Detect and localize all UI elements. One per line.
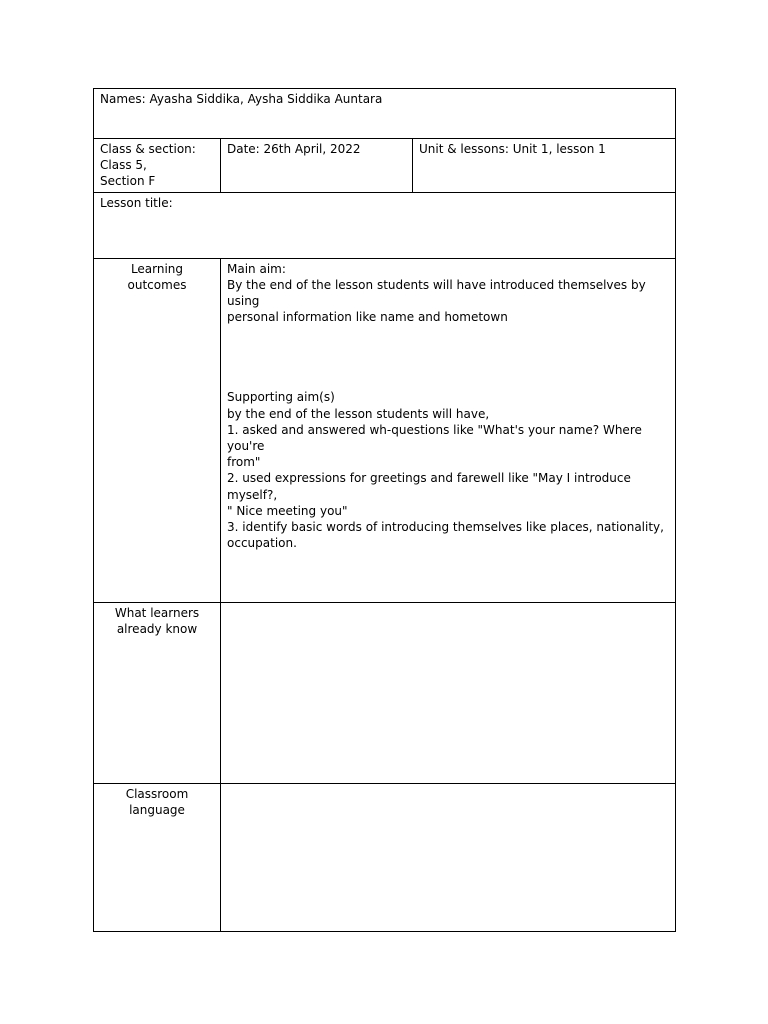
spacer [227,325,669,389]
supporting-item-2-line-1: 2. used expressions for greetings and farewell like "May I introduce myself?, [227,471,631,502]
section-value: Section F [100,174,156,189]
class-row [94,139,676,193]
classroom-language-label-line-2: language [129,802,185,817]
names-text: Names: Ayasha Siddika, Aysha Siddika Auntara [100,92,383,106]
supporting-item-2-line-2: " Nice meeting you" [227,503,348,518]
supporting-item-3-line-2: occupation. [227,536,297,551]
learning-outcomes-content-cell [221,258,676,602]
class-section-label: Class & section: [100,142,196,156]
supporting-item-3-line-1: 3. identify basic words of introducing themselves like places, nationality, [227,520,664,535]
unit-lessons-text: Unit & lessons: Unit 1, lesson 1 [419,142,606,156]
supporting-aim-label: Supporting aim(s) [227,390,335,405]
supporting-aim-intro: by the end of the lesson students will have, [227,406,490,421]
class-section-cell [94,139,221,193]
names-cell [94,89,676,139]
learning-outcomes-label-cell [94,258,221,602]
learning-outcomes-label: Learning outcomes [127,261,187,292]
classroom-language-label-cell [94,783,221,931]
main-aim-line-1: By the end of the lesson students will have introduced themselves by using [227,277,646,309]
unit-lessons-cell [413,139,676,193]
lesson-title-cell [94,192,676,258]
prior-knowledge-label-cell [94,602,221,783]
classroom-language-label-line-1: Classroom [125,786,189,801]
date-cell [221,139,413,193]
prior-knowledge-row [94,602,676,783]
classroom-language-content-cell [221,783,676,931]
main-aim-label: Main aim: [227,261,286,276]
lesson-plan-table [93,88,676,932]
learning-outcomes-row [94,258,676,602]
lesson-title-row [94,192,676,258]
lesson-title-label: Lesson title: [100,195,173,210]
prior-knowledge-content-cell [221,602,676,783]
date-text: Date: 26th April, 2022 [227,142,361,156]
prior-knowledge-label-line-1: What learners [114,605,200,620]
prior-knowledge-label-line-2: already know [116,621,198,636]
names-row [94,89,676,139]
class-value: Class 5, [100,158,147,173]
main-aim-line-2: personal information like name and hometown [227,310,508,325]
supporting-item-1-line-2: from" [227,455,261,470]
classroom-language-row [94,783,676,931]
supporting-item-1-line-1: 1. asked and answered wh-questions like "What's your name? Where you're [227,422,642,454]
